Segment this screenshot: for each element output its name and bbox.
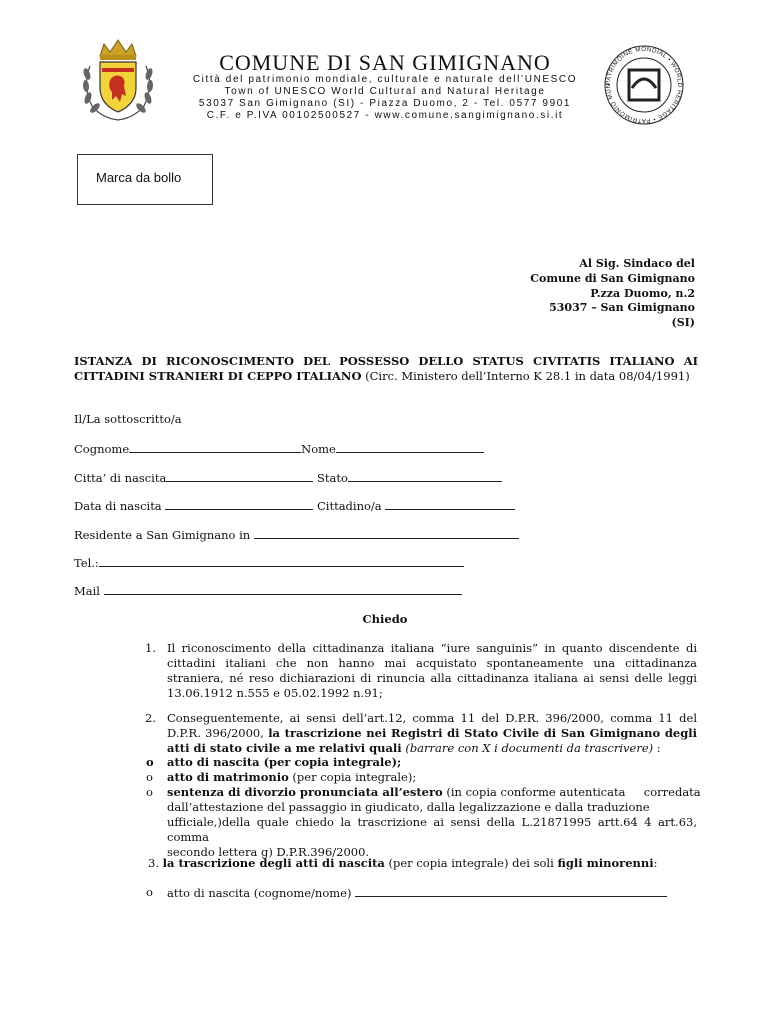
item-3-mid: (per copia integrale) dei soli [384,856,558,870]
bullet-atto-matrimonio-note: (per copia integrale); [288,770,417,784]
nome-field[interactable] [336,441,484,453]
header-address: 53037 San Gimignano (SI) - Piazza Duomo, 2 - Tel. 0577 9901 [198,98,572,109]
atto-nascita-figli-field[interactable] [355,885,667,897]
cognome-label: Cognome [74,442,130,456]
cittadino-field[interactable] [385,498,515,510]
tel-field[interactable] [99,555,464,567]
addressee-line-4: 53037 – San Gimignano [549,301,695,314]
item-2-request: la trascrizione nei Registri di Stato Civile di San Gimignano degli atti di stato civile a me relativi quali [167,726,697,755]
checkbox-atto-nascita[interactable]: o [146,755,154,769]
item-2-intro: Conseguentemente, ai sensi dell’art.12, comma 11 del D.P.R. 396/2000, comma 11 del D.P.R. 396/2000, [167,711,697,740]
bullet-sentenza-line-2: dall’attestazione del passaggio in giudicato, dalla legalizzazione e dalla traduzione [167,800,650,814]
header-title: COMUNE DI SAN GIMIGNANO [219,50,551,75]
revenue-stamp-box [77,154,213,205]
item-2-colon: : [653,741,661,755]
item-3-figli: figli minorenni [557,856,654,870]
tel-row [74,555,464,570]
item-3-bold: la trascrizione degli atti di nascita [162,856,385,870]
header-fiscal-web: C.F. e P.IVA 00102500527 - www.comune.sangimignano.si.it [206,110,564,121]
unesco-heritage-logo [598,44,690,126]
addressee-line-3: P.zza Duomo, n.2 [590,287,695,300]
cognome-field[interactable] [129,441,301,453]
unesco-ring-text: PATRIMOINE MONDIAL • WORLD HERITAGE • PATRIMONIO MUN [604,45,684,125]
nome-label: Nome [301,442,336,456]
bullet-sentenza-line-4: secondo lettera g) D.P.R.396/2000. [167,845,370,859]
cognome-nome-row [74,441,484,456]
data-nascita-field[interactable] [165,498,313,510]
tel-label: Tel.: [74,556,99,570]
bullet-sentenza-note: (in copia conforme autenticata corredata [442,785,701,799]
bullet-sentenza-line-3: ufficiale,)della quale chiedo la trascrizione ai sensi della L.21871995 artt.64 4 art.63, comma [167,815,697,844]
checkbox-atto-matrimonio[interactable]: o [146,770,153,784]
item-1-number: 1. [145,641,156,655]
nascita-stato-row [74,470,502,485]
document-title [74,354,698,384]
mail-row [74,583,462,598]
checkbox-sentenza-divorzio[interactable]: o [146,785,153,799]
item-2-text [167,711,697,756]
bullet-atto-matrimonio-bold: atto di matrimonio [167,770,289,784]
item-2-instruction: (barrare con X i documenti da trascrivere) [401,741,654,755]
item-3-colon: : [653,856,658,870]
bullet-sentenza-bold: sentenza di divorzio pronunciata all’estero [167,785,443,799]
sottoscritto-label: Il/La sottoscritto/a [74,412,182,426]
data-nascita-label: Data di nascita [74,499,162,513]
bullet-atto-nascita-text: atto di nascita (per copia integrale); [167,755,402,769]
data-cittadino-row [74,498,515,513]
coat-of-arms-logo [78,36,158,122]
addressee-line-1: Al Sig. Sindaco del [579,257,695,270]
stato-label: Stato [317,471,348,485]
citta-nascita-field[interactable] [166,470,313,482]
addressee-line-2: Comune di San Gimignano [530,272,695,285]
revenue-stamp-label: Marca da bollo [96,170,182,185]
mail-field[interactable] [104,583,462,595]
document-title-reference: (Circ. Ministero dell’Interno K 28.1 in data 08/04/1991) [361,369,690,383]
residente-label: Residente a San Gimignano in [74,528,251,542]
item-3-number: 3. [148,856,159,870]
chiedo-heading: Chiedo [362,612,408,626]
document-title-bold: ISTANZA DI RICONOSCIMENTO DEL POSSESSO DELLO STATUS CIVITATIS ITALIANO AI CITTADINI STRANIERI DI CEPPO ITALIANO [74,354,698,383]
checkbox-atto-nascita-figli[interactable]: o [146,885,153,899]
mail-label: Mail [74,584,100,598]
header-subtitle-it: Città del patrimonio mondiale, culturale e naturale dell’UNESCO [192,74,578,85]
cittadino-label: Cittadino/a [316,499,382,513]
residenza-field[interactable] [254,527,519,539]
header-subtitle-en: Town of UNESCO World Cultural and Natural Heritage [224,86,546,97]
atto-nascita-figli-row [167,885,667,900]
stato-field[interactable] [348,470,502,482]
bullet-sentenza-divorzio-text [167,785,701,860]
item-2-number: 2. [145,711,156,725]
citta-nascita-label: Citta’ di nascita [74,471,167,485]
atto-nascita-figli-label: atto di nascita (cognome/nome) [167,886,352,900]
residenza-row [74,527,519,542]
addressee-line-5: (SI) [671,316,695,329]
item-1-text: Il riconoscimento della cittadinanza italiana “iure sanguinis” in quanto discendente di cittadini italiani che non hanno mai acquistato spontaneamente una cittadinanza straniera, né reso dichiarazioni di rinuncia alla cittadinanza italiana ai sensi delle leggi 13.06.1912 n.555 e 05.02.1992 n.91; [167,641,697,700]
bullet-atto-matrimonio-text [167,770,697,785]
item-3-text [148,856,658,870]
